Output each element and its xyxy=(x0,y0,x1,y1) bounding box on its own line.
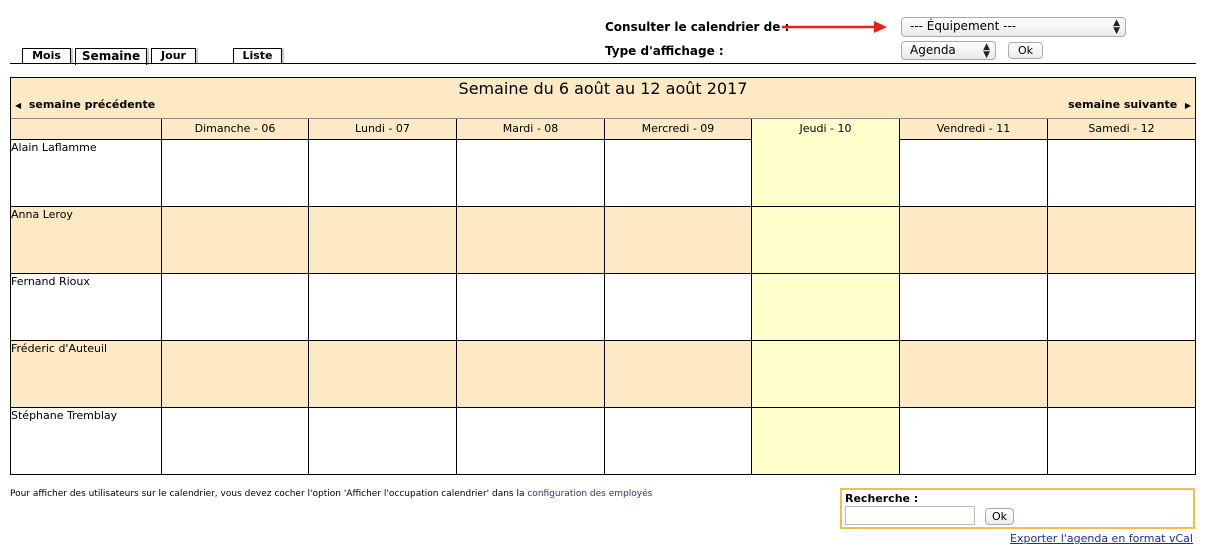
help-note xyxy=(10,489,652,499)
day-cell[interactable] xyxy=(1047,274,1195,340)
day-cell-today[interactable] xyxy=(751,140,899,206)
day-cell-today[interactable] xyxy=(751,341,899,407)
day-header: Samedi - 12 xyxy=(1047,119,1195,140)
previous-week-link[interactable] xyxy=(15,98,155,111)
tab-liste[interactable]: Liste xyxy=(233,48,282,64)
day-cell[interactable] xyxy=(308,341,456,407)
calendar-source-select[interactable] xyxy=(901,17,1126,37)
day-cell[interactable] xyxy=(1047,341,1195,407)
day-cell[interactable] xyxy=(899,341,1047,407)
day-cell[interactable] xyxy=(1047,207,1195,273)
day-cell-today[interactable] xyxy=(751,274,899,340)
chevron-left-icon: ◀ xyxy=(15,101,22,110)
day-cell[interactable] xyxy=(604,274,751,340)
day-cell[interactable] xyxy=(161,140,308,206)
display-type-select[interactable] xyxy=(901,41,996,60)
next-week-label: semaine suivante xyxy=(1068,98,1178,111)
calendar-source-label: Consulter le calendrier de : xyxy=(605,20,790,34)
user-row xyxy=(11,341,1195,408)
day-cell[interactable] xyxy=(604,207,751,273)
day-header-today: Jeudi - 10 xyxy=(751,119,899,140)
day-cell[interactable] xyxy=(899,274,1047,340)
search-ok-button[interactable]: Ok xyxy=(985,508,1014,525)
search-label: Recherche : xyxy=(845,492,919,505)
day-header: Mardi - 08 xyxy=(456,119,604,140)
week-calendar xyxy=(10,77,1196,475)
day-cell[interactable] xyxy=(899,408,1047,474)
day-header: Mercredi - 09 xyxy=(604,119,751,140)
user-name: Alain Laflamme xyxy=(11,141,97,154)
display-ok-button[interactable]: Ok xyxy=(1008,42,1043,59)
user-row xyxy=(11,274,1195,341)
tab-divider xyxy=(10,63,1196,64)
day-cell[interactable] xyxy=(456,408,604,474)
day-cell[interactable] xyxy=(161,341,308,407)
day-header-row xyxy=(11,118,1195,140)
calendar-header xyxy=(11,78,1195,118)
day-cell[interactable] xyxy=(899,207,1047,273)
day-cell[interactable] xyxy=(161,207,308,273)
day-cell[interactable] xyxy=(308,207,456,273)
day-cell[interactable] xyxy=(456,207,604,273)
week-title: Semaine du 6 août au 12 août 2017 xyxy=(458,79,748,98)
day-cell[interactable] xyxy=(308,274,456,340)
export-vcal-link[interactable]: Exporter l'agenda en format vCal xyxy=(1010,532,1193,545)
day-header: Dimanche - 06 xyxy=(161,119,308,140)
day-cell[interactable] xyxy=(161,408,308,474)
select-arrows-icon: ▲ ▼ xyxy=(1113,18,1120,36)
tab-jour[interactable]: Jour xyxy=(151,48,196,64)
day-cell[interactable] xyxy=(604,341,751,407)
search-input[interactable] xyxy=(845,506,975,525)
user-name: Fernand Rioux xyxy=(11,275,90,288)
day-cell[interactable] xyxy=(899,140,1047,206)
user-row xyxy=(11,408,1195,475)
day-cell[interactable] xyxy=(1047,408,1195,474)
tab-semaine[interactable]: Semaine xyxy=(75,48,147,65)
select-arrows-icon: ▲ ▼ xyxy=(983,42,990,60)
tab-mois[interactable]: Mois xyxy=(22,48,71,64)
user-name: Fréderic d'Auteuil xyxy=(11,342,108,355)
help-note-text: Pour afficher des utilisateurs sur le calendrier, vous devez cocher l'option 'Afficher l'occupation calendrier' dans la xyxy=(10,489,528,499)
day-cell[interactable] xyxy=(456,274,604,340)
day-cell[interactable] xyxy=(604,140,751,206)
day-cell[interactable] xyxy=(1047,140,1195,206)
next-week-link[interactable] xyxy=(1068,98,1191,111)
day-cell[interactable] xyxy=(604,408,751,474)
user-row xyxy=(11,207,1195,274)
previous-week-label: semaine précédente xyxy=(28,98,156,111)
day-cell[interactable] xyxy=(456,341,604,407)
day-cell[interactable] xyxy=(161,274,308,340)
user-row xyxy=(11,140,1195,207)
day-cell[interactable] xyxy=(308,408,456,474)
chevron-right-icon: ▶ xyxy=(1184,101,1191,110)
user-name: Anna Leroy xyxy=(11,208,73,221)
day-cell[interactable] xyxy=(456,140,604,206)
day-cell-today[interactable] xyxy=(751,207,899,273)
red-arrow-annotation xyxy=(782,21,887,33)
day-cell-today[interactable] xyxy=(751,408,899,474)
day-cell[interactable] xyxy=(308,140,456,206)
display-type-label: Type d'affichage : xyxy=(605,44,724,58)
calendar-source-value: --- Équipement --- xyxy=(910,19,1017,33)
search-box xyxy=(840,488,1195,529)
day-header: Vendredi - 11 xyxy=(899,119,1047,140)
display-type-value: Agenda xyxy=(910,43,956,57)
employee-config-link[interactable]: configuration des employés xyxy=(527,489,653,499)
day-header: Lundi - 07 xyxy=(308,119,456,140)
user-name: Stéphane Tremblay xyxy=(11,409,118,422)
